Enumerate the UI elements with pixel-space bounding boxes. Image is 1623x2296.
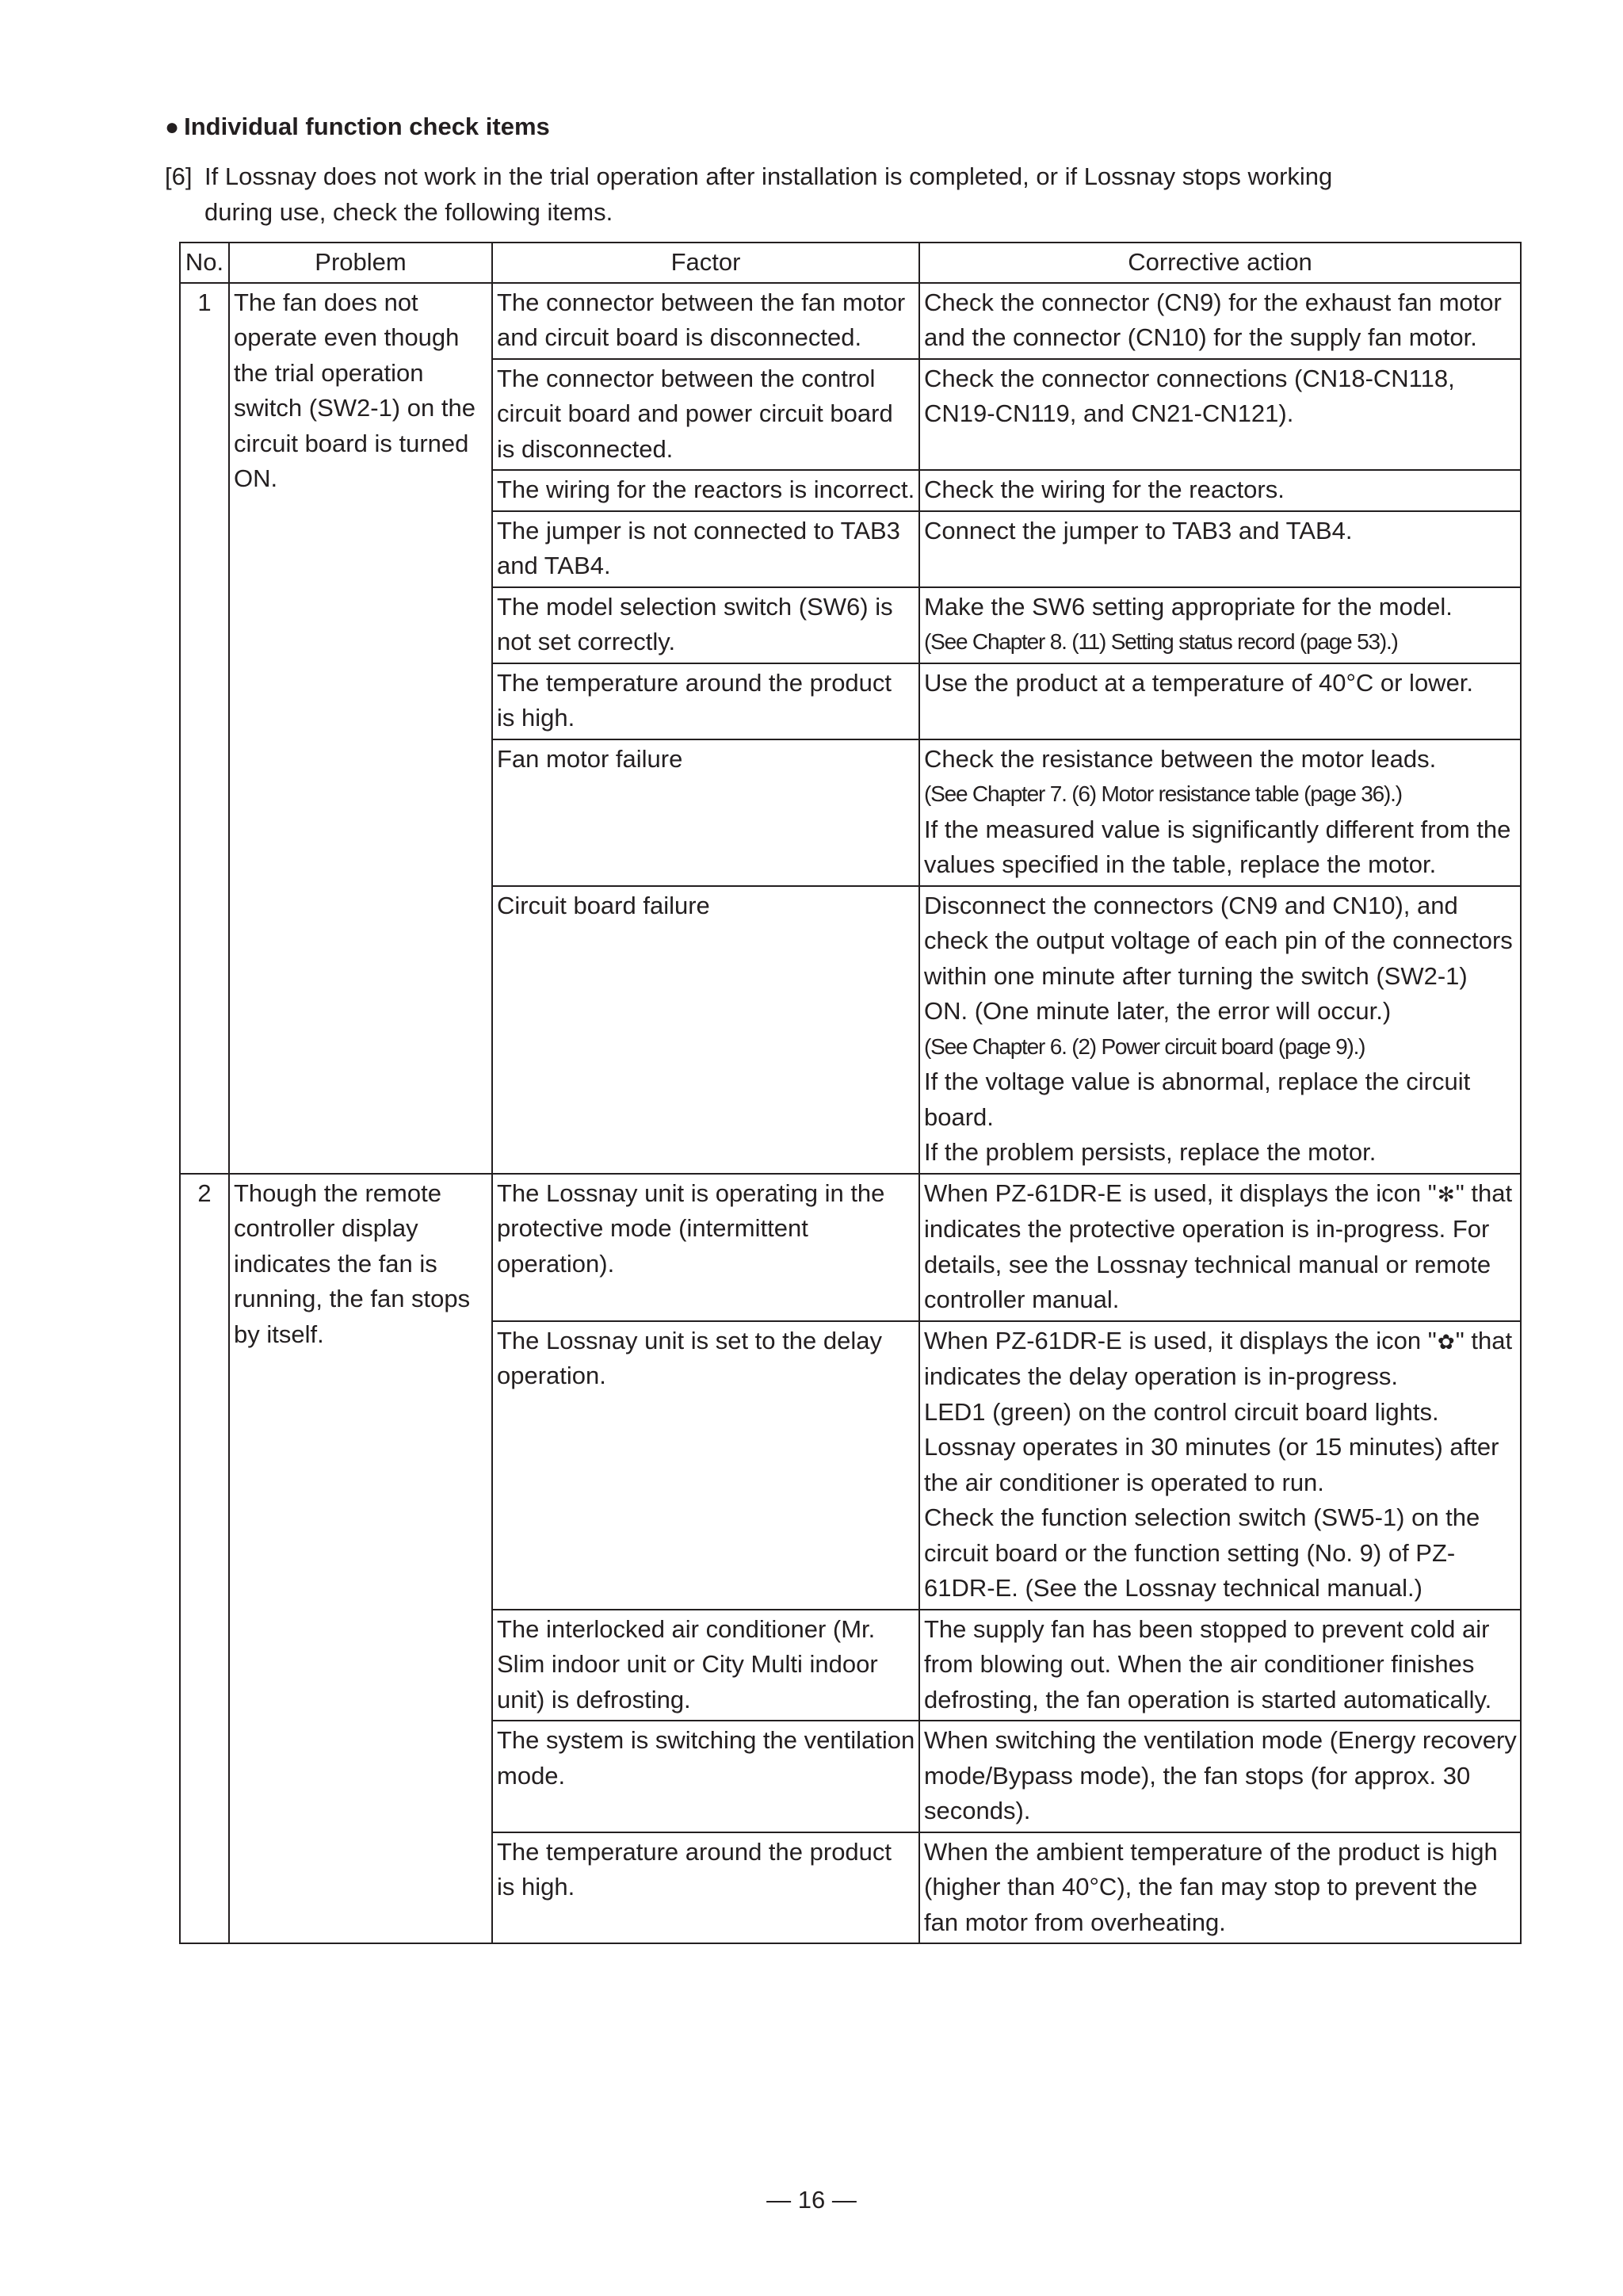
factor-cell: The Lossnay unit is set to the delay operation. — [492, 1321, 919, 1610]
action-cell: When switching the ventilation mode (Energy recovery mode/Bypass mode), the fan stops (for approx. 30 seconds). — [919, 1721, 1521, 1832]
action-text: If the problem persists, replace the motor. — [924, 1138, 1377, 1166]
check-items-table — [179, 242, 1522, 1944]
factor-cell: The model selection switch (SW6) is not set correctly. — [492, 587, 919, 663]
table-header-row — [180, 243, 1521, 283]
factor-cell: The system is switching the ventilation mode. — [492, 1721, 919, 1832]
header-no: No. — [180, 243, 229, 283]
action-cell: Use the product at a temperature of 40°C or lower. — [919, 663, 1521, 739]
factor-cell: Circuit board failure — [492, 886, 919, 1174]
action-text: " that indicates the protective operation is in-progress. For details, see the Lossnay technical manual or remote controller manual. — [924, 1179, 1513, 1313]
action-cell: Check the connector connections (CN18-CN118, CN19-CN119, and CN21-CN121). — [919, 359, 1521, 471]
header-factor: Factor — [492, 243, 919, 283]
factor-cell: The connector between the control circuit board and power circuit board is disconnected. — [492, 359, 919, 471]
page-number: ― 16 ― — [766, 2186, 857, 2214]
action-text: Lossnay operates in 30 minutes (or 15 minutes) after the air conditioner is operated to run. — [924, 1433, 1499, 1496]
action-cell: The supply fan has been stopped to prevent cold air from blowing out. When the air conditioner finishes defrosting, the fan operation is started automatically. — [919, 1610, 1521, 1721]
table-row — [180, 283, 1521, 359]
item-number: 1 — [180, 283, 229, 1174]
chapter-reference: (See Chapter 8. (11) Setting status record (page 53).) — [924, 629, 1398, 654]
intro-line-2: during use, check the following items. — [204, 198, 613, 226]
action-text: Check the function selection switch (SW5-1) on the circuit board or the function setting (No. 9) of PZ-61DR-E. (See the Lossnay technical manual.) — [924, 1503, 1480, 1602]
action-cell — [919, 886, 1521, 1174]
factor-cell: The temperature around the product is high. — [492, 1832, 919, 1944]
problem-cell: The fan does not operate even though the trial operation switch (SW2-1) on the circuit board is turned ON. — [229, 283, 492, 1174]
action-text: When PZ-61DR-E is used, it displays the icon " — [924, 1326, 1437, 1354]
action-text: If the measured value is significantly different from the values specified in the table, replace the motor. — [924, 815, 1511, 878]
intro-number: [6] — [165, 162, 193, 190]
delay-operation-icon: ✿ — [1437, 1329, 1455, 1354]
action-text: Make the SW6 setting appropriate for the model. — [924, 592, 1453, 621]
action-text: When PZ-61DR-E is used, it displays the icon " — [924, 1179, 1437, 1207]
factor-cell: The Lossnay unit is operating in the protective mode (intermittent operation). — [492, 1174, 919, 1321]
factor-cell: The wiring for the reactors is incorrect. — [492, 470, 919, 511]
action-cell — [919, 587, 1521, 663]
action-cell: When the ambient temperature of the product is high (higher than 40°C), the fan may stop to prevent the fan motor from overheating. — [919, 1832, 1521, 1944]
intro-paragraph — [165, 159, 1512, 230]
factor-cell: The interlocked air conditioner (Mr. Slim indoor unit or City Multi indoor unit) is defrosting. — [492, 1610, 919, 1721]
action-cell — [919, 1174, 1521, 1321]
factor-cell: The temperature around the product is high. — [492, 663, 919, 739]
protective-mode-icon: ✻ — [1437, 1182, 1455, 1206]
action-text: Check the resistance between the motor leads. — [924, 744, 1437, 773]
problem-cell: Though the remote controller display indicates the fan is running, the fan stops by itself. — [229, 1174, 492, 1944]
action-cell: Check the connector (CN9) for the exhaust fan motor and the connector (CN10) for the supply fan motor. — [919, 283, 1521, 359]
factor-cell: The connector between the fan motor and circuit board is disconnected. — [492, 283, 919, 359]
action-cell — [919, 1321, 1521, 1610]
bullet-icon: ● — [165, 114, 180, 140]
chapter-reference: (See Chapter 6. (2) Power circuit board (page 9).) — [924, 1033, 1365, 1059]
action-cell: Connect the jumper to TAB3 and TAB4. — [919, 511, 1521, 587]
chapter-reference: (See Chapter 7. (6) Motor resistance table (page 36).) — [924, 781, 1402, 806]
item-number: 2 — [180, 1174, 229, 1944]
action-cell — [919, 739, 1521, 886]
action-text: LED1 (green) on the control circuit board lights. — [924, 1397, 1439, 1426]
intro-line-1: If Lossnay does not work in the trial operation after installation is completed, or if Lossnay stops working — [204, 162, 1333, 190]
factor-cell: The jumper is not connected to TAB3 and TAB4. — [492, 511, 919, 587]
factor-cell: Fan motor failure — [492, 739, 919, 886]
header-problem: Problem — [229, 243, 492, 283]
action-text: Disconnect the connectors (CN9 and CN10), and check the output voltage of each pin of the connectors within one minute after turning the switch (SW2-1) ON. (One minute later, the error will occur.) — [924, 891, 1513, 1025]
header-action: Corrective action — [919, 243, 1521, 283]
section-heading-text: Individual function check items — [184, 113, 550, 140]
table-row — [180, 1174, 1521, 1321]
action-cell: Check the wiring for the reactors. — [919, 470, 1521, 511]
action-text: " that indicates the delay operation is in-progress. — [924, 1326, 1513, 1390]
action-text: If the voltage value is abnormal, replace the circuit board. — [924, 1068, 1471, 1131]
section-heading — [165, 109, 550, 145]
